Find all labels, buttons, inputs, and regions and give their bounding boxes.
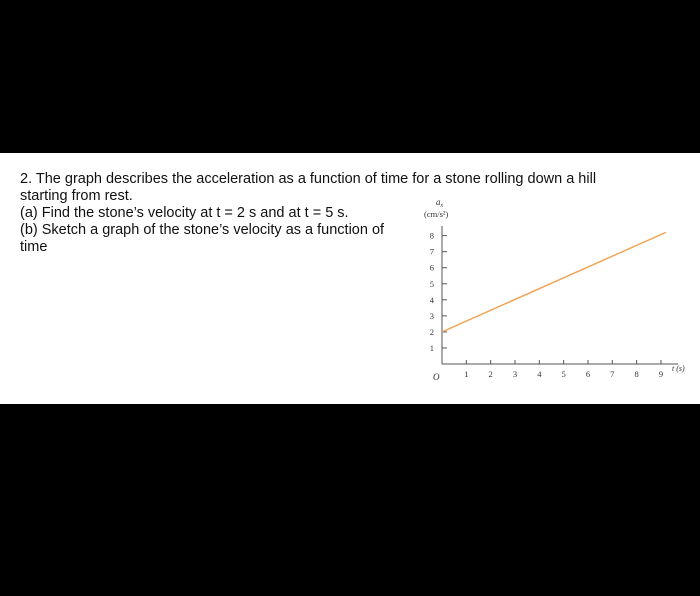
problem-sheet [0,153,700,404]
x-tick-label: 1 [464,369,469,379]
acceleration-graph [0,153,700,404]
x-tick-label: 7 [610,369,615,379]
x-tick-label: 9 [658,369,664,379]
y-tick-label: 3 [429,310,434,321]
x-tick-label: 4 [537,369,542,379]
y-tick-label: 5 [429,278,434,289]
problem-line-4: (b) Sketch a graph of the stone’s velocity as a function of [20,222,385,238]
problem-line-3: (a) Find the stone’s velocity at t = 2 s and at t = 5 s. [20,205,349,221]
problem-line-1: 2. The graph describes the acceleration as a function of time for a stone rolling down a hill [20,171,597,187]
x-tick-label: 2 [488,369,493,379]
x-axis-label: t (s) [672,364,685,373]
plot-layer [430,226,678,379]
acceleration-line [442,232,666,332]
y-tick-label: 7 [429,246,434,257]
x-tick-label: 8 [634,369,639,379]
x-tick-label: 5 [561,369,566,379]
x-tick-label: 6 [585,369,591,379]
origin-label: O [433,372,440,382]
y-tick-label: 8 [429,230,434,241]
y-tick-label: 6 [429,262,434,273]
y-axis-symbol: $a_x$ [436,197,444,209]
y-tick-label: 4 [429,294,434,305]
y-axis-unit: (cm/s²) [424,209,449,219]
problem-line-5: time [20,239,48,255]
y-tick-label: 2 [429,326,434,337]
y-tick-label: 1 [429,342,434,353]
x-tick-label: 3 [512,369,518,379]
problem-line-2: starting from rest. [20,188,133,204]
